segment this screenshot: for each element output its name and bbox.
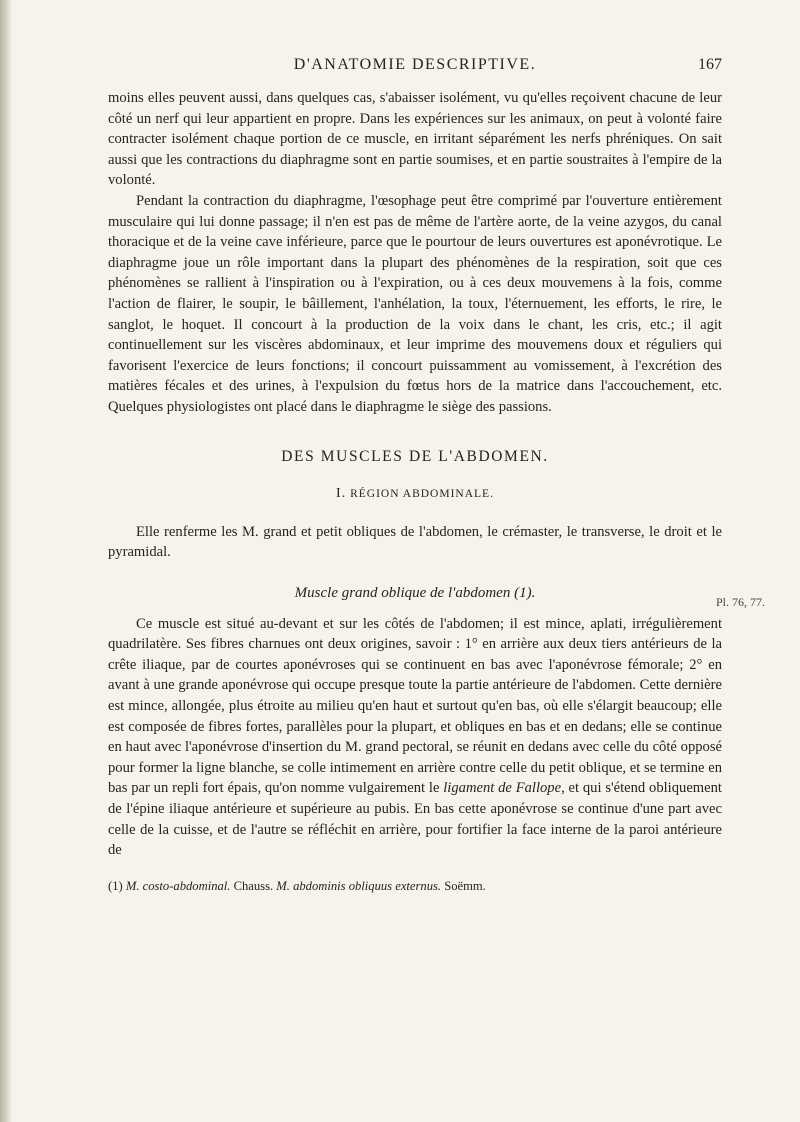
muscle-description-part1: Ce muscle est situé au-devant et sur les côtés de l'abdomen; il est mince, aplati, irrégulièrement quadrilatère. Ses fibres charnues ont deux origines, savoir : 1° en arrière aux deux tiers antérieurs de la crête iliaque, par de courtes aponévroses qui se continuent en bas avec l'aponévrose fémorale; 2° en avant à une grande aponévrose qui occupe presque toute la partie antérieure de l'abdomen. Cette dernière est mince, allongée, plus étroite au milieu qu'en haut et surtout qu'en bas, où elle s'élargit beaucoup; elle est composée de fibres fortes, parallèles pour la plupart, et obliques en bas et en dedans; elle se continue en haut avec l'aponévrose d'insertion du M. grand pectoral, se réunit en dedans avec celle du côté opposé pour former la ligne blanche, se colle intimement en arrière contre celle du petit oblique, et se termine en bas par un repli fort épais, qu'on nomme vulgairement le	[108, 615, 722, 797]
subsection-number: I.	[336, 485, 347, 501]
paragraph-muscle-description	[108, 614, 722, 861]
page-number: 167	[698, 56, 722, 73]
subsection-label: RÉGION ABDOMINALE.	[350, 487, 494, 500]
running-title: D'ANATOMIE DESCRIPTIVE.	[293, 56, 537, 73]
paragraph-region-contents: Elle renferme les M. grand et petit obliques de l'abdomen, le crémaster, le transverse, le droit et le pyramidal.	[108, 523, 722, 561]
muscle-title	[108, 585, 722, 602]
footnote-author-2: Soëmm.	[441, 878, 486, 893]
running-head	[108, 52, 722, 78]
footnote-name-2: M. abdominis obliquus externus.	[276, 878, 442, 893]
paragraph-diaphragm-function: Pendant la contraction du diaphragme, l'œsophage peut être comprimé par l'ouverture entièrement musculaire qui lui donne passage; il n'en est pas de même de l'artère aorte, de la veine azygos, du canal thoracique et de la veine cave inférieure, parce que le pourtour de leurs ouvertures est aponévrotique. Le diaphragme joue un rôle important dans la plupart des phénomènes de la respiration, soit que ces phénomènes se rallient à l'inspiration ou à l'expiration, ou à ces deux mouvemens à la fois, comme l'action de flairer, le soupir, le bâillement, l'anhélation, la toux, l'éternuement, les efforts, le rire, le sanglot, le hoquet. Il concourt à la production de la voix dans le chant, les cris, etc.; il agit continuellement sur les viscères abdominaux, et leur imprime des mouvemens doux et réguliers qui favorisent l'exercice de leurs fonctions; il concourt puissamment au vomissement, à l'excrétion des matières fécales et des urines, à l'expulsion du fœtus hors de la matrice dans l'accouchement, etc. Quelques physiologistes ont placé dans le diaphragme le siège des passions.	[108, 192, 722, 415]
ligament-term: ligament de Fallope	[443, 780, 562, 797]
plate-reference-note: Pl. 76, 77.	[716, 595, 766, 609]
muscle-description-part2: , et qui s'étend obliquement de l'épine iliaque antérieure et supérieure au pubis. En bas cette aponévrose se continue d'une part avec celle de la cuisse, et de l'autre se réfléchit en arrière, pour fortifier la face interne de la paroi antérieure de	[108, 780, 722, 859]
footnote	[108, 877, 722, 895]
book-page	[108, 52, 722, 895]
muscle-title-text: Muscle grand oblique de l'abdomen	[294, 584, 511, 601]
section-title: DES MUSCLES DE L'ABDOMEN.	[281, 447, 549, 465]
subsection-title	[108, 486, 722, 502]
footnote-name-1: M. costo-abdominal.	[125, 878, 231, 893]
footnote-reference: (1).	[514, 584, 536, 601]
footnote-author-1: Chauss.	[230, 878, 277, 893]
paragraph-diaphragm-control: moins elles peuvent aussi, dans quelques cas, s'abaisser isolément, vu qu'elles reçoivent chacune de leur côté un nerf qui leur appartient en propre. Dans les expériences sur les animaux, on peut à volonté faire contracter isolément chaque portion de ce muscle, en irritant séparément les nerfs phréniques. On sait aussi que les contractions du diaphragme sont en partie soumises, et en partie soustraites à l'empire de la volonté.	[108, 90, 722, 189]
page-binding-edge	[0, 0, 12, 1122]
footnote-number: (1)	[108, 878, 123, 893]
